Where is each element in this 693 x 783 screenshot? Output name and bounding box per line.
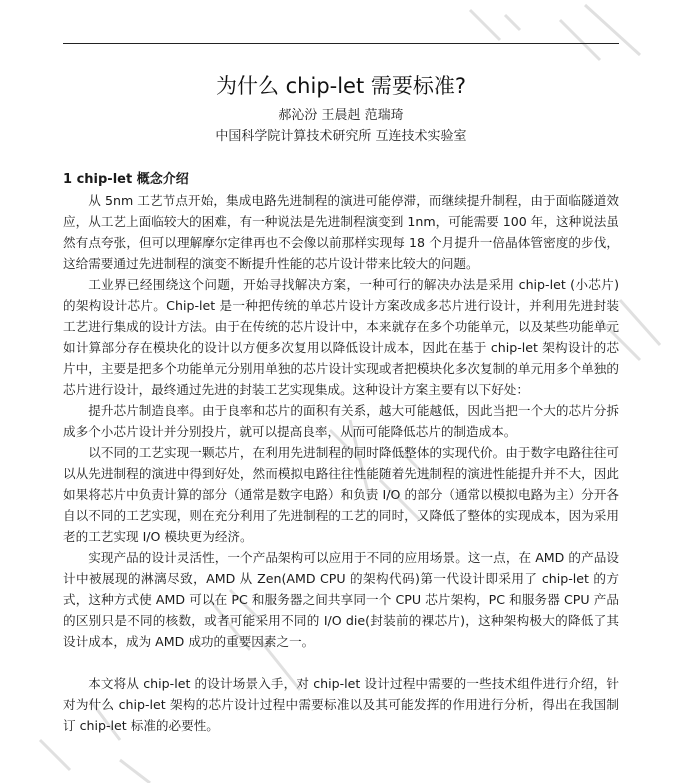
section-heading: 1 chip-let 概念介绍 [63, 172, 189, 187]
paper-affiliation: 中国科学院计算技术研究所 互连技术实验室 [215, 129, 467, 144]
header-rule [63, 43, 619, 44]
paragraph: 从 5nm 工艺节点开始，集成电路先进制程的演进可能停滞，而继续提升制程，由于面临隧道效应，从工艺上面临较大的困难，有一种说法是先进制程演变到 1nm，可能需要 100 年，这种说法虽然有点夸张，但可以理解摩尔定律再也不会像以前那样实现每 18 个月提升一倍晶体管密度的步伐，这给需要通过先进制程的演变不断提升性能的芯片设计带来比较大的问题。 [63, 193, 619, 271]
paper-title: 为什么 chip-let 需要标准? [215, 74, 467, 98]
paragraph: 以不同的工艺实现一颗芯片，在利用先进制程的同时降低整体的实现代价。由于数字电路往往可以从先进制程的演进中得到好处，然而模拟电路往往性能随着先进制程的演进性能提升并不大，因此如果将芯片中负责计算的部分（通常是数字电路）和负责 I/O 的部分（通常以模拟电路为主）分开各自以不同的工艺实现，则在充分利用了先进制程的工艺的同时，又降低了整体的实现成本，因为采用老的工艺实现 I/O 模块更为经济。 [63, 445, 619, 544]
section-body [63, 190, 619, 736]
paragraph: 本文将从 chip-let 的设计场景入手，对 chip-let 设计过程中需要的一些技术组件进行介绍，针对为什么 chip-let 架构的芯片设计过程中需要标准以及其可能发挥的作用进行分析，得出在我国制订 chip-let 标准的必要性。 [63, 676, 619, 733]
paragraph: 提升芯片制造良率。由于良率和芯片的面积有关系，越大可能越低，因此当把一个大的芯片分拆成多个小芯片设计并分别投片，就可以提高良率，从而可能降低芯片的制造成本。 [63, 403, 619, 439]
paragraph: 工业界已经围绕这个问题，开始寻找解决方案，一种可行的解决办法是采用 chip-let (小芯片) 的架构设计芯片。Chip-let 是一种把传统的单芯片设计方案改成多芯片进行设计，并利用先进封装工艺进行集成的设计方法。由于在传统的芯片设计中，本来就存在多个功能单元，以及某些功能单元如计算部分存在模块化的设计以方便多次复用以降低设计成本，因此在基于 chip-let 架构设计的芯片中，主要是把多个功能单元分别用单独的芯片设计实现或者把模块化多次复制的单元用多个单独的芯片进行设计，最终通过先进的封装工艺实现集成。这种设计方案主要有以下好处： [63, 277, 619, 397]
paragraph: 实现产品的设计灵活性，一个产品架构可以应用于不同的应用场景。这一点，在 AMD 的产品设计中被展现的淋漓尽致，AMD 从 Zen(AMD CPU 的架构代码)第一代设计即采用了 chip-let 的方式，这种方式使 AMD 可以在 PC 和服务器之间共享同一个 CPU 芯片架构，PC 和服务器 CPU 产品的区别只是不同的核数，或者可能采用不同的 I/O die(封装前的裸芯片)，这种架构极大的降低了其设计成本，成为 AMD 成功的重要因素之一。 [63, 550, 619, 649]
paper-authors: 郝沁汾 王晨赳 范瑞琦 [278, 108, 404, 123]
